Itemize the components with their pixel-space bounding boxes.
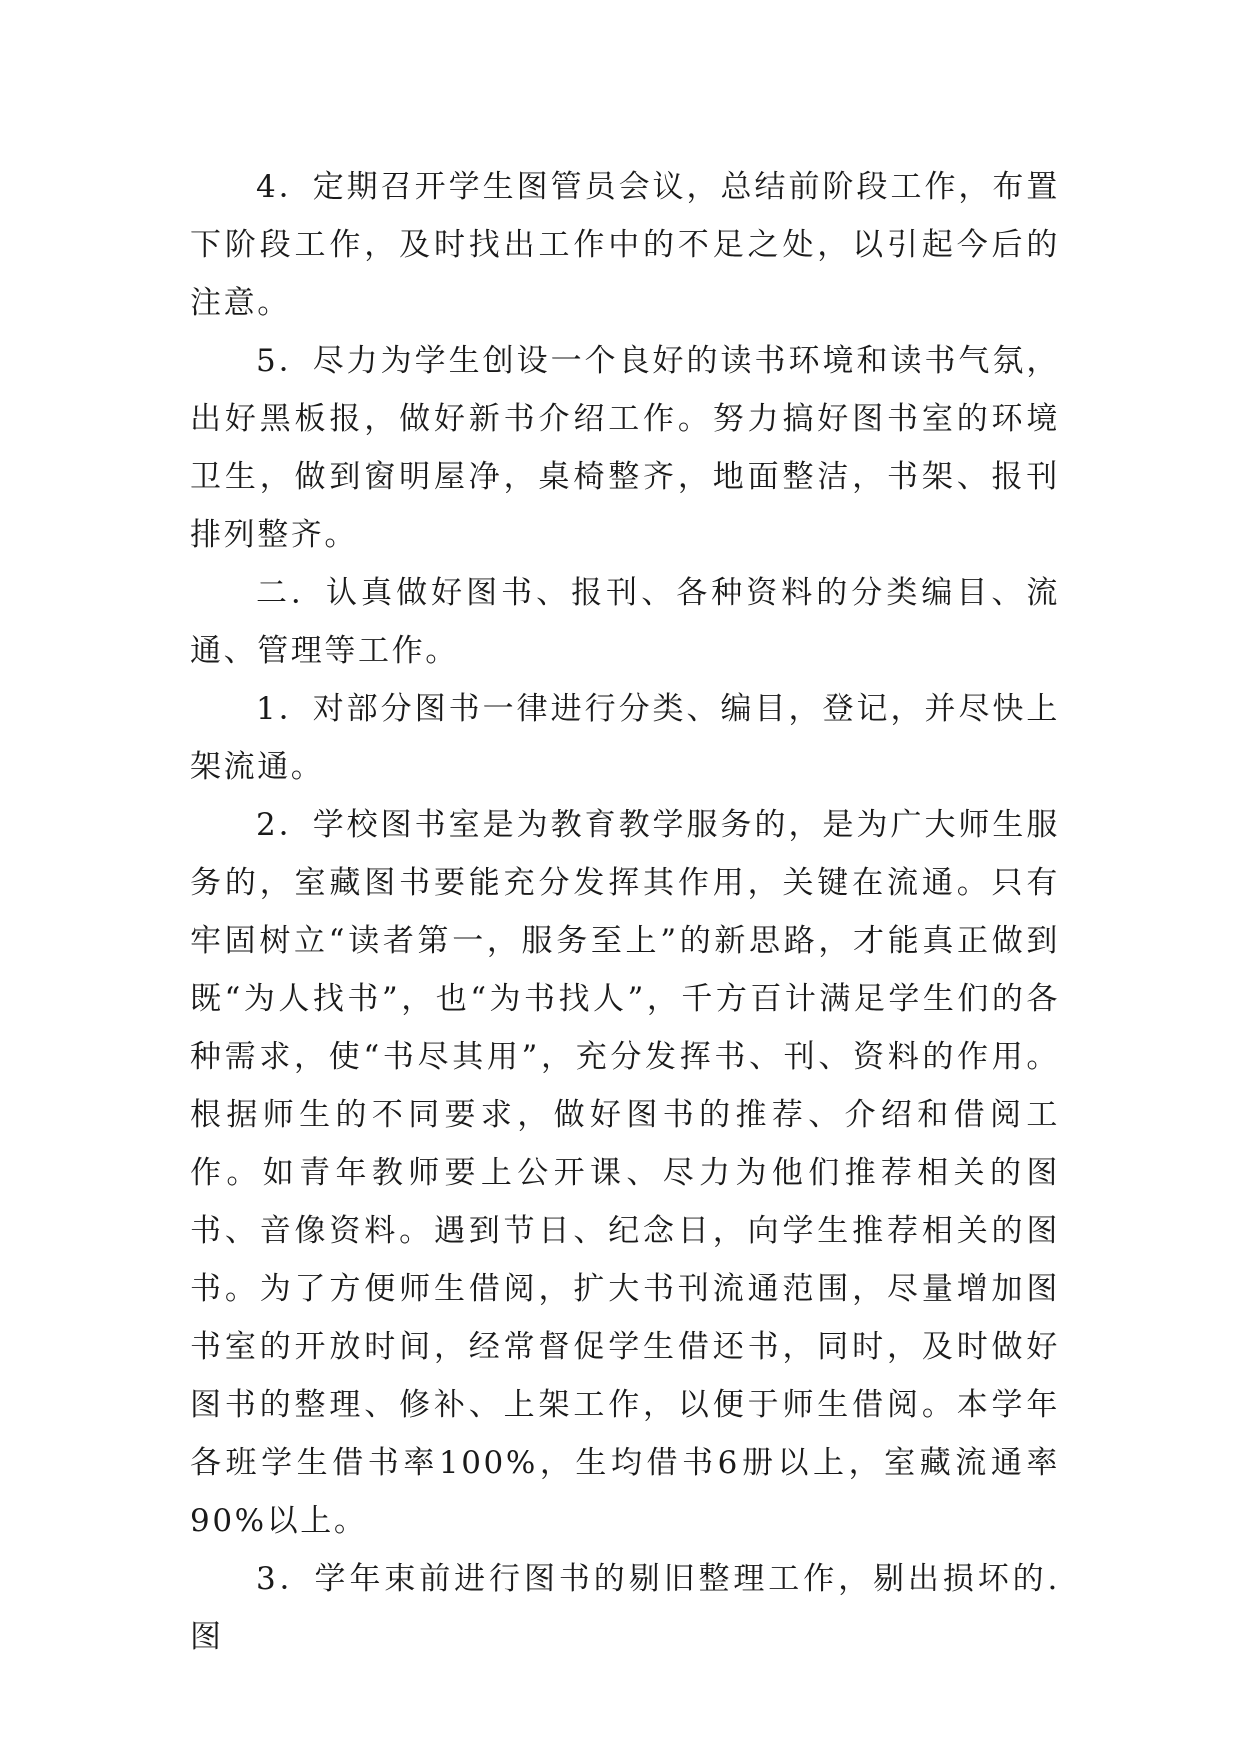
paragraph-item-2: 2．学校图书室是为教育教学服务的，是为广大师生服务的，室藏图书要能充分发挥其作用，关键在流通。只有牢固树立“读者第一，服务至上”的新思路，才能真正做到既“为人找书”，也“为书找人”，千方百计满足学生们的各种需求，使“书尽其用”，充分发挥书、刊、资料的作用。根据师生的不同要求，做好图书的推荐、介绍和借阅工作。如青年教师要上公开课、尽力为他们推荐相关的图书、音像资料。遇到节日、纪念日，向学生推荐相关的图书。为了方便师生借阅，扩大书刊流通范围，尽量增加图书室的开放时间，经常督促学生借还书，同时，及时做好图书的整理、修补、上架工作，以便于师生借阅。本学年各班学生借书率100%，生均借书6册以上，室藏流通率90%以上。 [190, 807, 1060, 1539]
paragraph-item-4: 4．定期召开学生图管员会议，总结前阶段工作，布置下阶段工作，及时找出工作中的不足之处，以引起今后的注意。 [190, 169, 1060, 321]
paragraph-item-1: 1．对部分图书一律进行分类、编目，登记，并尽快上架流通。 [190, 691, 1060, 785]
paragraph-item-3: 3．学年束前进行图书的剔旧整理工作，剔出损坏的.图 [190, 1561, 1060, 1655]
section-heading-2: 二．认真做好图书、报刊、各种资料的分类编目、流通、管理等工作。 [190, 575, 1060, 669]
document-body [190, 158, 1060, 1666]
paragraph-item-5: 5．尽力为学生创设一个良好的读书环境和读书气氛，出好黑板报，做好新书介绍工作。努力搞好图书室的环境卫生，做到窗明屋净，桌椅整齐，地面整洁，书架、报刊排列整齐。 [190, 343, 1060, 553]
